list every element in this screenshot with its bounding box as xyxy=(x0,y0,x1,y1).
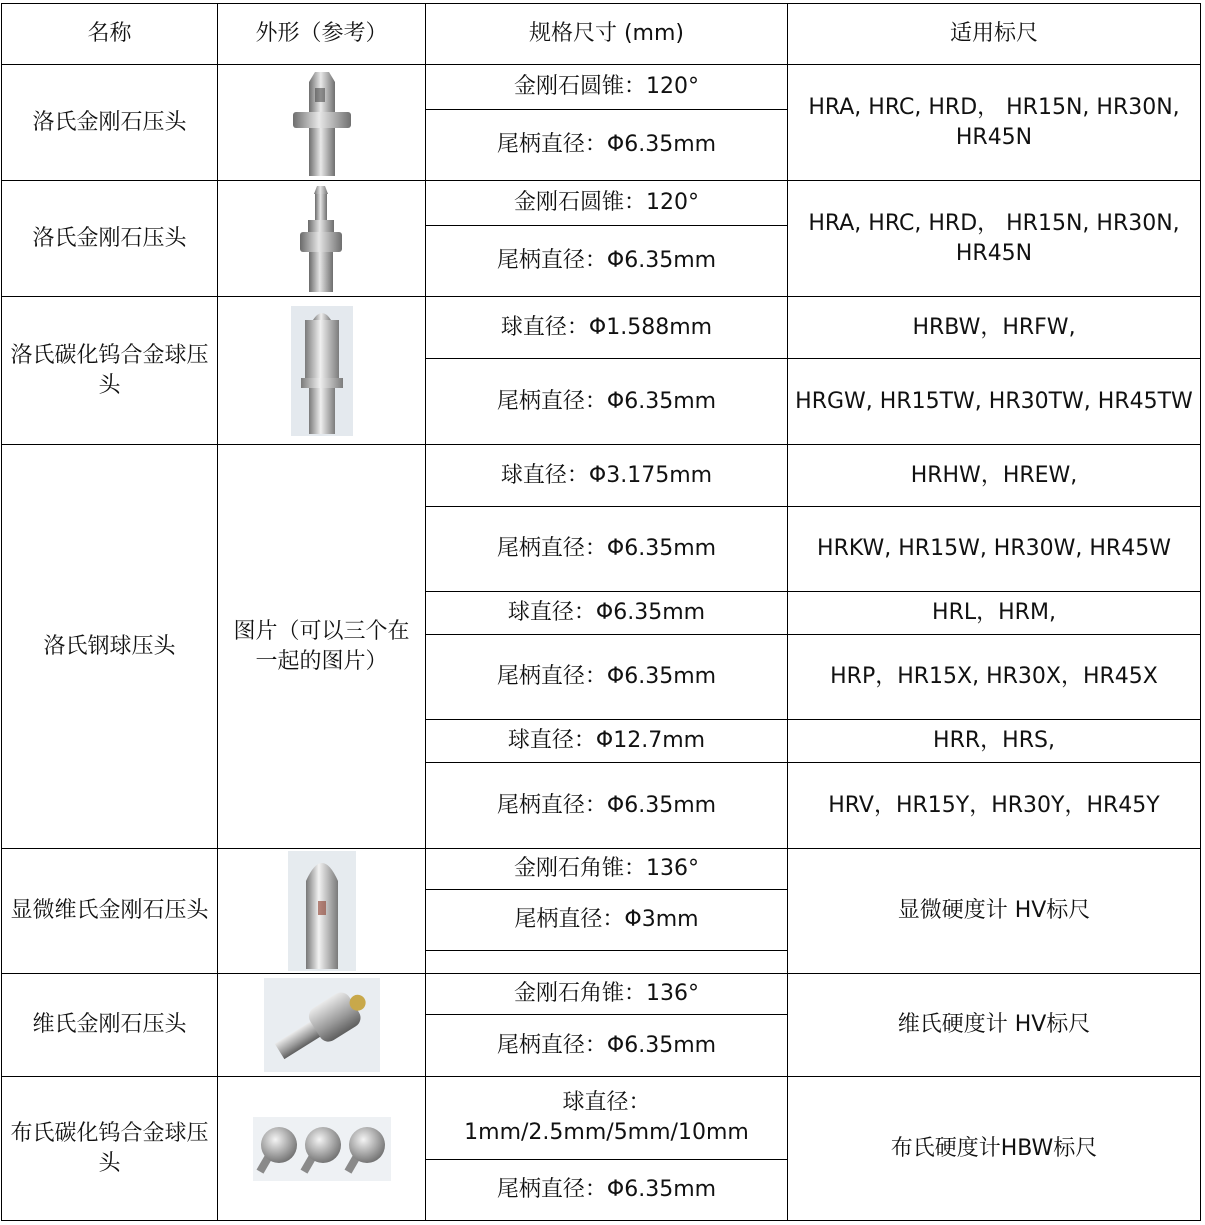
header-shape: 外形（参考） xyxy=(218,4,426,65)
row-5-spec-3 xyxy=(426,951,788,974)
row-1-spec-1: 金刚石圆锥：120° xyxy=(426,65,788,110)
rockwell-diamond-indenter-image xyxy=(287,68,357,178)
row-4-spec-2: 尾柄直径：Φ6.35mm xyxy=(426,507,788,592)
row-6-scales: 维氏硬度计 HV标尺 xyxy=(788,974,1201,1077)
row-6-image xyxy=(218,974,426,1077)
table-row xyxy=(2,849,1201,890)
row-2-spec-2: 尾柄直径：Φ6.35mm xyxy=(426,226,788,297)
row-4-spec-1: 球直径：Φ3.175mm xyxy=(426,445,788,507)
row-5-spec-2: 尾柄直径：Φ3mm xyxy=(426,890,788,951)
row-2-spec-1: 金刚石圆锥：120° xyxy=(426,181,788,226)
row-1-spec-2: 尾柄直径：Φ6.35mm xyxy=(426,110,788,181)
row-1-image xyxy=(218,65,426,181)
row-3-spec-1: 球直径：Φ1.588mm xyxy=(426,297,788,359)
row-7-image xyxy=(218,1077,426,1221)
row-3-spec-2: 尾柄直径：Φ6.35mm xyxy=(426,359,788,445)
row-6-spec-1: 金刚石角锥：136° xyxy=(426,974,788,1015)
rockwell-diamond-indenter-image xyxy=(292,184,352,294)
table-row xyxy=(2,974,1201,1015)
row-2-scales: HRA, HRC, HRD， HR15N, HR30N, HR45N xyxy=(788,181,1201,297)
indenter-spec-table xyxy=(1,3,1201,1221)
row-6-spec-2: 尾柄直径：Φ6.35mm xyxy=(426,1015,788,1077)
brinell-indenters-image xyxy=(253,1117,391,1181)
row-4-scales-6: HRV，HR15Y，HR30Y，HR45Y xyxy=(788,763,1201,849)
row-7-spec-1: 球直径：1mm/2.5mm/5mm/10mm xyxy=(426,1077,788,1160)
row-4-name: 洛氏钢球压头 xyxy=(2,445,218,849)
row-7-name: 布氏碳化钨合金球压头 xyxy=(2,1077,218,1221)
row-4-spec-3: 球直径：Φ6.35mm xyxy=(426,592,788,635)
row-4-scales-5: HRR，HRS, xyxy=(788,720,1201,763)
table-row xyxy=(2,297,1201,359)
row-2-image xyxy=(218,181,426,297)
row-4-spec-6: 尾柄直径：Φ6.35mm xyxy=(426,763,788,849)
row-4-scales-1: HRHW，HREW, xyxy=(788,445,1201,507)
row-6-name: 维氏金刚石压头 xyxy=(2,974,218,1077)
row-5-image xyxy=(218,849,426,974)
table-row xyxy=(2,181,1201,226)
row-4-scales-2: HRKW, HR15W, HR30W, HR45W xyxy=(788,507,1201,592)
header-name: 名称 xyxy=(2,4,218,65)
row-7-spec-2: 尾柄直径：Φ6.35mm xyxy=(426,1160,788,1221)
row-3-scales-2: HRGW, HR15TW, HR30TW, HR45TW xyxy=(788,359,1201,445)
header-scale: 适用标尺 xyxy=(788,4,1201,65)
row-3-scales-1: HRBW，HRFW, xyxy=(788,297,1201,359)
table-row xyxy=(2,1077,1201,1160)
row-4-shape-text: 图片（可以三个在一起的图片） xyxy=(218,445,426,849)
rockwell-ball-indenter-image xyxy=(291,306,353,436)
row-5-spec-1: 金刚石角锥：136° xyxy=(426,849,788,890)
row-4-scales-4: HRP，HR15X, HR30X，HR45X xyxy=(788,635,1201,720)
row-3-image xyxy=(218,297,426,445)
row-4-scales-3: HRL，HRM, xyxy=(788,592,1201,635)
row-1-name: 洛氏金刚石压头 xyxy=(2,65,218,181)
header-row xyxy=(2,4,1201,65)
row-7-scales: 布氏硬度计HBW标尺 xyxy=(788,1077,1201,1221)
row-5-name: 显微维氏金刚石压头 xyxy=(2,849,218,974)
table-row xyxy=(2,65,1201,110)
header-spec: 规格尺寸 (mm) xyxy=(426,4,788,65)
row-3-name: 洛氏碳化钨合金球压头 xyxy=(2,297,218,445)
row-4-spec-4: 尾柄直径：Φ6.35mm xyxy=(426,635,788,720)
row-1-scales: HRA, HRC, HRD， HR15N, HR30N, HR45N xyxy=(788,65,1201,181)
vickers-indenter-image xyxy=(264,978,380,1072)
micro-vickers-indenter-image xyxy=(288,851,356,971)
row-5-scales: 显微硬度计 HV标尺 xyxy=(788,849,1201,974)
row-4-spec-5: 球直径：Φ12.7mm xyxy=(426,720,788,763)
table-row xyxy=(2,445,1201,507)
row-2-name: 洛氏金刚石压头 xyxy=(2,181,218,297)
